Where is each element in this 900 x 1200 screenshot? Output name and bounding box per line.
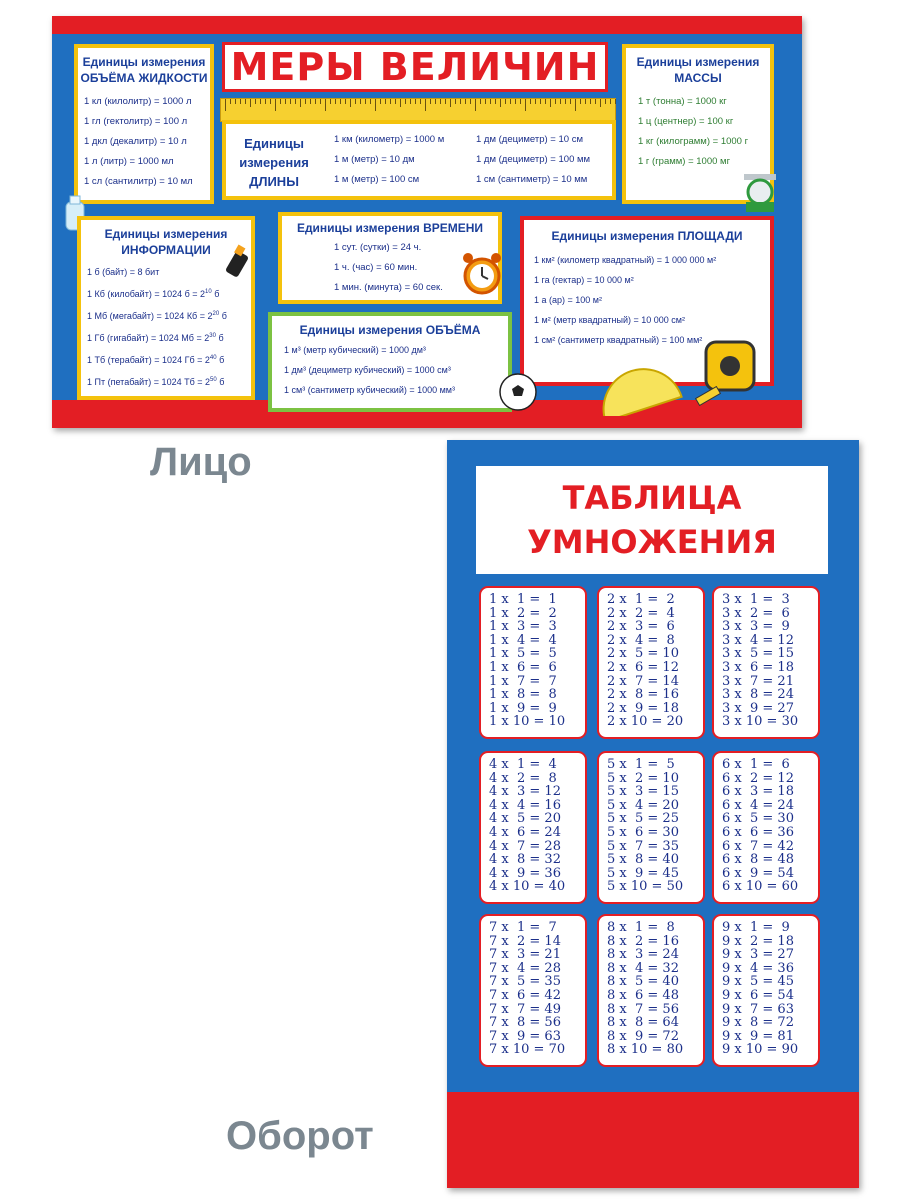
info-line-text: 1 Гб (гигабайт) = 1024 Мб = 2: [87, 333, 210, 343]
time-line: 1 ч. (час) = 60 мин.: [334, 262, 418, 273]
time-line: 1 мин. (минута) = 60 сек.: [334, 282, 443, 293]
soccer-ball-icon: [498, 372, 538, 412]
length-box: [222, 120, 616, 200]
length-heading: Единицы измерения ДЛИНЫ: [239, 136, 309, 189]
times-table-line: 4 x 9 = 36: [489, 865, 561, 881]
times-table-line: 7 x 8 = 56: [489, 1015, 561, 1031]
times-table-line: 1 x 8 = 8: [489, 687, 557, 703]
ruler-tick: [560, 99, 561, 104]
times-table-line: 8 x 9 = 72: [607, 1028, 679, 1044]
ruler-tick: [390, 99, 391, 104]
times-table-line: 3 x 1 = 3: [722, 592, 790, 607]
info-heading-1: Единицы измерения: [104, 227, 228, 241]
times-table-line: 1 x 10 = 10: [489, 714, 566, 730]
ruler-tick: [535, 99, 536, 104]
ruler-tick: [325, 99, 326, 111]
times-table-line: 3 x 7 = 21: [722, 673, 794, 689]
back-title: [476, 466, 828, 574]
times-table-9: [712, 914, 820, 1067]
ruler-tick: [505, 99, 506, 104]
times-table-line: 2 x 9 = 18: [607, 700, 679, 716]
times-table-line: 6 x 6 = 36: [722, 824, 794, 840]
ruler-tick: [260, 99, 261, 104]
times-table-line: 7 x 7 = 49: [489, 1001, 561, 1017]
ruler-tick: [285, 99, 286, 104]
times-table-line: 1 x 4 = 4: [489, 632, 557, 648]
times-table-line: 1 x 2 = 2: [489, 605, 557, 621]
front-card: [52, 16, 802, 428]
times-table-line: 7 x 10 = 70: [489, 1042, 566, 1058]
volume-line: 1 дм³ (дециметр кубический) = 1000 см³: [284, 365, 451, 375]
mass-heading-1: Единицы измерения: [636, 55, 760, 69]
times-table-line: 5 x 4 = 20: [607, 797, 679, 813]
times-table-line: 6 x 5 = 30: [722, 811, 794, 827]
ruler-tick: [350, 99, 351, 107]
times-table-line: 1 x 7 = 7: [489, 673, 557, 689]
ruler-tick: [365, 99, 366, 104]
ruler-tick: [455, 99, 456, 104]
info-line-text: 1 б (байт) = 8 бит: [87, 267, 160, 277]
ruler-tick: [460, 99, 461, 104]
back-title-line-2: УМНОЖЕНИЯ: [527, 523, 777, 561]
ruler-tick: [295, 99, 296, 104]
info-heading-2: ИНФОРМАЦИИ: [121, 243, 211, 257]
ruler-tick: [475, 99, 476, 111]
length-line: 1 м (метр) = 100 см: [334, 174, 420, 185]
length-line: 1 дм (дециметр) = 100 мм: [476, 154, 591, 165]
times-table-line: 6 x 3 = 18: [722, 784, 794, 800]
back-card: [447, 440, 859, 1188]
ruler-tick: [470, 99, 471, 104]
times-table-line: 4 x 6 = 24: [489, 824, 561, 840]
ruler-tick: [315, 99, 316, 104]
info-unit: б: [219, 355, 225, 365]
times-table-line: 1 x 6 = 6: [489, 659, 557, 675]
front-caption: Лицо: [150, 440, 252, 484]
info-line: [87, 370, 251, 392]
times-table-line: 2 x 6 = 12: [607, 659, 679, 675]
back-caption: Оборот: [226, 1114, 374, 1158]
mass-line: 1 г (грамм) = 1000 мг: [638, 156, 731, 167]
info-line: [87, 348, 251, 370]
times-table-line: 3 x 10 = 30: [722, 714, 799, 730]
ruler-tick: [280, 99, 281, 104]
ruler-tick: [485, 99, 486, 104]
area-line: 1 м² (метр квадратный) = 10 000 см²: [534, 315, 685, 325]
ruler-tick: [240, 99, 241, 104]
times-table-2: [597, 586, 705, 739]
ruler-tick: [255, 99, 256, 104]
ruler-tick: [555, 99, 556, 104]
ruler-tick: [360, 99, 361, 104]
ruler-tick: [595, 99, 596, 104]
tape-measure-icon: [692, 334, 768, 410]
ruler-tick: [345, 99, 346, 104]
info-line: [87, 304, 251, 326]
liquid-volume-box: [74, 44, 214, 204]
ruler-tick: [370, 99, 371, 104]
times-table-line: 1 x 1 = 1: [489, 592, 557, 607]
times-table-line: 5 x 2 = 10: [607, 770, 679, 786]
time-heading: Единицы измерения ВРЕМЕНИ: [296, 221, 484, 235]
info-line: [87, 282, 251, 304]
ruler-tick: [610, 99, 611, 104]
area-heading: Единицы измерения ПЛОЩАДИ: [551, 229, 743, 243]
time-line: 1 сут. (сутки) = 24 ч.: [334, 242, 422, 253]
times-table-line: 9 x 2 = 18: [722, 933, 794, 949]
ruler-tick: [415, 99, 416, 104]
times-table-line: 4 x 7 = 28: [489, 838, 561, 854]
ruler-tick: [525, 99, 526, 111]
liquid-line: 1 л (литр) = 1000 мл: [84, 156, 174, 167]
info-exponent: 20: [212, 311, 220, 317]
times-table-line: 7 x 3 = 21: [489, 947, 561, 963]
times-table-line: 5 x 6 = 30: [607, 824, 679, 840]
info-unit: б: [214, 289, 220, 299]
ruler-tick: [380, 99, 381, 104]
ruler-tick: [600, 99, 601, 107]
ruler-tick: [335, 99, 336, 104]
ruler-tick: [320, 99, 321, 104]
times-table-line: 2 x 2 = 4: [607, 605, 675, 621]
ruler-tick: [270, 99, 271, 104]
times-table-line: 6 x 9 = 54: [722, 865, 794, 881]
ruler-tick: [245, 99, 246, 104]
times-table-line: 2 x 5 = 10: [607, 646, 679, 662]
times-table-line: 2 x 8 = 16: [607, 687, 679, 703]
mass-line: 1 ц (центнер) = 100 кг: [638, 116, 734, 127]
ruler-tick: [355, 99, 356, 104]
volume-box: [268, 312, 512, 412]
ruler-tick: [570, 99, 571, 104]
times-table-line: 7 x 1 = 7: [489, 920, 557, 935]
times-table-line: 8 x 5 = 40: [607, 974, 679, 990]
ruler-tick: [265, 99, 266, 104]
times-table-5: [597, 751, 705, 904]
times-table-line: 6 x 10 = 60: [722, 879, 799, 895]
ruler-tick: [305, 99, 306, 104]
info-exponent: 10: [205, 289, 212, 295]
mass-heading-2: МАССЫ: [674, 71, 722, 85]
times-table-line: 8 x 2 = 16: [607, 933, 679, 949]
ruler-tick: [275, 99, 276, 111]
times-table-line: 6 x 8 = 48: [722, 852, 794, 868]
ruler-tick: [615, 99, 616, 104]
times-table-line: 2 x 1 = 2: [607, 592, 675, 607]
ruler-tick: [395, 99, 396, 104]
times-table-line: 2 x 7 = 14: [607, 673, 679, 689]
ruler-tick: [400, 99, 401, 107]
times-table-line: 1 x 5 = 5: [489, 646, 557, 662]
length-line: 1 см (сантиметр) = 10 мм: [476, 174, 588, 185]
info-line-text: 1 Тб (терабайт) = 1024 Гб = 2: [87, 355, 210, 365]
area-line: 1 а (ар) = 100 м²: [534, 295, 602, 305]
ruler-tick: [480, 99, 481, 104]
volume-lines: [272, 338, 508, 400]
mass-line: 1 кг (килограмм) = 1000 г: [638, 136, 749, 147]
times-table-line: 6 x 4 = 24: [722, 797, 794, 813]
times-table-line: 4 x 8 = 32: [489, 852, 561, 868]
times-table-line: 3 x 2 = 6: [722, 605, 790, 621]
times-table-line: 3 x 5 = 15: [722, 646, 794, 662]
times-table-line: 8 x 1 = 8: [607, 920, 675, 935]
times-table-line: 7 x 4 = 28: [489, 960, 561, 976]
ruler-tick: [410, 99, 411, 104]
ruler-tick: [230, 99, 231, 104]
ruler-tick: [290, 99, 291, 104]
info-unit: б: [221, 311, 227, 321]
ruler-tick: [375, 99, 376, 111]
times-table-line: 9 x 8 = 72: [722, 1015, 794, 1031]
info-unit: б: [219, 377, 225, 387]
times-table-line: 9 x 5 = 45: [722, 974, 794, 990]
times-table-line: 4 x 2 = 8: [489, 770, 557, 786]
usb-flash-drive-icon: [222, 242, 258, 282]
volume-line: 1 см³ (сантиметр кубический) = 1000 мм³: [284, 385, 455, 395]
ruler-tick: [445, 99, 446, 104]
times-table-line: 4 x 10 = 40: [489, 879, 566, 895]
times-table-line: 7 x 2 = 14: [489, 933, 561, 949]
times-table-line: 8 x 10 = 80: [607, 1042, 684, 1058]
mass-line: 1 т (тонна) = 1000 кг: [638, 96, 727, 107]
times-table-line: 2 x 4 = 8: [607, 632, 675, 648]
length-col-2: [476, 130, 590, 190]
area-line: 1 см² (сантиметр квадратный) = 100 мм²: [534, 335, 703, 345]
times-table-line: 5 x 10 = 50: [607, 879, 684, 895]
length-line: 1 дм (дециметр) = 10 см: [476, 134, 583, 145]
alarm-clock-icon: [460, 248, 504, 300]
liquid-heading-2: ОБЪЁМА ЖИДКОСТИ: [80, 71, 208, 85]
times-table-line: 8 x 8 = 64: [607, 1015, 679, 1031]
ruler-tick: [605, 99, 606, 104]
ruler-tick: [425, 99, 426, 111]
times-table-line: 9 x 1 = 9: [722, 920, 790, 935]
times-table-line: 7 x 6 = 42: [489, 987, 561, 1003]
ruler-tick: [440, 99, 441, 104]
liquid-lines: [78, 86, 210, 192]
info-exponent: 50: [210, 377, 217, 383]
ruler-tick: [575, 99, 576, 111]
ruler-tick: [550, 99, 551, 107]
times-table-line: 4 x 4 = 16: [489, 797, 561, 813]
info-line-text: 1 Мб (мегабайт) = 1024 Кб = 2: [87, 311, 213, 321]
times-table-line: 3 x 3 = 9: [722, 619, 790, 635]
ruler-tick: [420, 99, 421, 104]
ruler-tick: [385, 99, 386, 104]
ruler-tick: [490, 99, 491, 104]
volume-heading: Единицы измерения ОБЪЁМА: [299, 323, 481, 337]
times-table-line: 5 x 1 = 5: [607, 757, 675, 772]
times-table-line: 9 x 4 = 36: [722, 960, 794, 976]
info-line: [87, 326, 251, 348]
times-table-line: 9 x 10 = 90: [722, 1042, 799, 1058]
times-table-line: 6 x 2 = 12: [722, 770, 794, 786]
times-table-4: [479, 751, 587, 904]
info-line-text: 1 Пт (петабайт) = 1024 Тб = 2: [87, 377, 210, 387]
times-table-line: 7 x 5 = 35: [489, 974, 561, 990]
times-table-line: 9 x 6 = 54: [722, 987, 794, 1003]
times-table-line: 2 x 10 = 20: [607, 714, 684, 730]
times-table-line: 5 x 8 = 40: [607, 852, 679, 868]
ruler-tick: [540, 99, 541, 104]
times-table-line: 6 x 7 = 42: [722, 838, 794, 854]
ruler-tick: [430, 99, 431, 104]
ruler-tick: [435, 99, 436, 104]
back-title-line-1: ТАБЛИЦА: [562, 479, 742, 517]
times-table-line: 3 x 8 = 24: [722, 687, 794, 703]
ruler-tick: [235, 99, 236, 104]
times-table-line: 5 x 5 = 25: [607, 811, 679, 827]
ruler-tick: [585, 99, 586, 104]
times-table-line: 8 x 4 = 32: [607, 960, 679, 976]
ruler-tick: [405, 99, 406, 104]
front-title: МЕРЫ ВЕЛИЧИН: [222, 42, 608, 92]
length-col-1: [334, 130, 444, 190]
ruler-tick: [450, 99, 451, 107]
area-line: 1 км² (километр квадратный) = 1 000 000 м²: [534, 255, 717, 265]
ruler-tick: [590, 99, 591, 104]
times-table-line: 9 x 3 = 27: [722, 947, 794, 963]
times-table-line: 3 x 9 = 27: [722, 700, 794, 716]
times-table-line: 4 x 5 = 20: [489, 811, 561, 827]
volume-line: 1 м³ (метр кубический) = 1000 дм³: [284, 345, 426, 355]
ruler-tick: [510, 99, 511, 104]
ruler-tick: [495, 99, 496, 104]
ruler-tick: [515, 99, 516, 104]
times-table-6: [712, 751, 820, 904]
liquid-line: 1 кл (килолитр) = 1000 л: [84, 96, 192, 107]
protractor-icon: [592, 352, 684, 416]
ruler-tick: [565, 99, 566, 104]
ruler-tick: [465, 99, 466, 104]
length-line: 1 км (километр) = 1000 м: [334, 134, 445, 145]
times-table-7: [479, 914, 587, 1067]
back-red-footer: [447, 1092, 859, 1188]
times-table-line: 2 x 3 = 6: [607, 619, 675, 635]
ruler-tick: [520, 99, 521, 104]
ruler-tick: [530, 99, 531, 104]
info-exponent: 40: [209, 355, 217, 361]
ruler-tick: [500, 99, 501, 107]
times-table-line: 8 x 6 = 48: [607, 987, 679, 1003]
length-line: 1 м (метр) = 10 дм: [334, 154, 415, 165]
times-table-line: 9 x 7 = 63: [722, 1001, 794, 1017]
info-unit: б: [218, 333, 224, 343]
ruler-tick: [225, 99, 226, 111]
ruler-tick: [580, 99, 581, 104]
times-table-line: 1 x 3 = 3: [489, 619, 557, 635]
times-table-line: 3 x 4 = 12: [722, 632, 794, 648]
ruler-tick: [340, 99, 341, 104]
ruler-icon: [220, 98, 616, 122]
times-table-line: 8 x 7 = 56: [607, 1001, 679, 1017]
area-line: 1 га (гектар) = 10 000 м²: [534, 275, 634, 285]
scale-icon: [740, 166, 780, 214]
mass-lines: [626, 86, 770, 172]
times-table-8: [597, 914, 705, 1067]
times-table-line: 8 x 3 = 24: [607, 947, 679, 963]
times-table-line: 9 x 9 = 81: [722, 1028, 794, 1044]
ruler-tick: [310, 99, 311, 104]
ruler-tick: [300, 99, 301, 107]
ruler-tick: [250, 99, 251, 107]
liquid-heading-1: Единицы измерения: [82, 55, 206, 69]
times-table-3: [712, 586, 820, 739]
times-table-line: 5 x 3 = 15: [607, 784, 679, 800]
times-table-1: [479, 586, 587, 739]
ruler-tick: [545, 99, 546, 104]
times-table-line: 4 x 3 = 12: [489, 784, 561, 800]
times-table-line: 6 x 1 = 6: [722, 757, 790, 772]
liquid-line: 1 дкл (декалитр) = 10 л: [84, 136, 187, 147]
times-table-line: 5 x 7 = 35: [607, 838, 679, 854]
times-table-line: 5 x 9 = 45: [607, 865, 679, 881]
times-table-line: 7 x 9 = 63: [489, 1028, 561, 1044]
liquid-line: 1 сл (сантилитр) = 10 мл: [84, 176, 193, 187]
info-line-text: 1 Кб (килобайт) = 1024 б = 2: [87, 289, 206, 299]
times-table-line: 1 x 9 = 9: [489, 700, 557, 716]
times-table-line: 3 x 6 = 18: [722, 659, 794, 675]
info-exponent: 30: [209, 333, 216, 339]
times-table-line: 4 x 1 = 4: [489, 757, 557, 772]
liquid-line: 1 гл (гектолитр) = 100 л: [84, 116, 188, 127]
ruler-tick: [330, 99, 331, 104]
